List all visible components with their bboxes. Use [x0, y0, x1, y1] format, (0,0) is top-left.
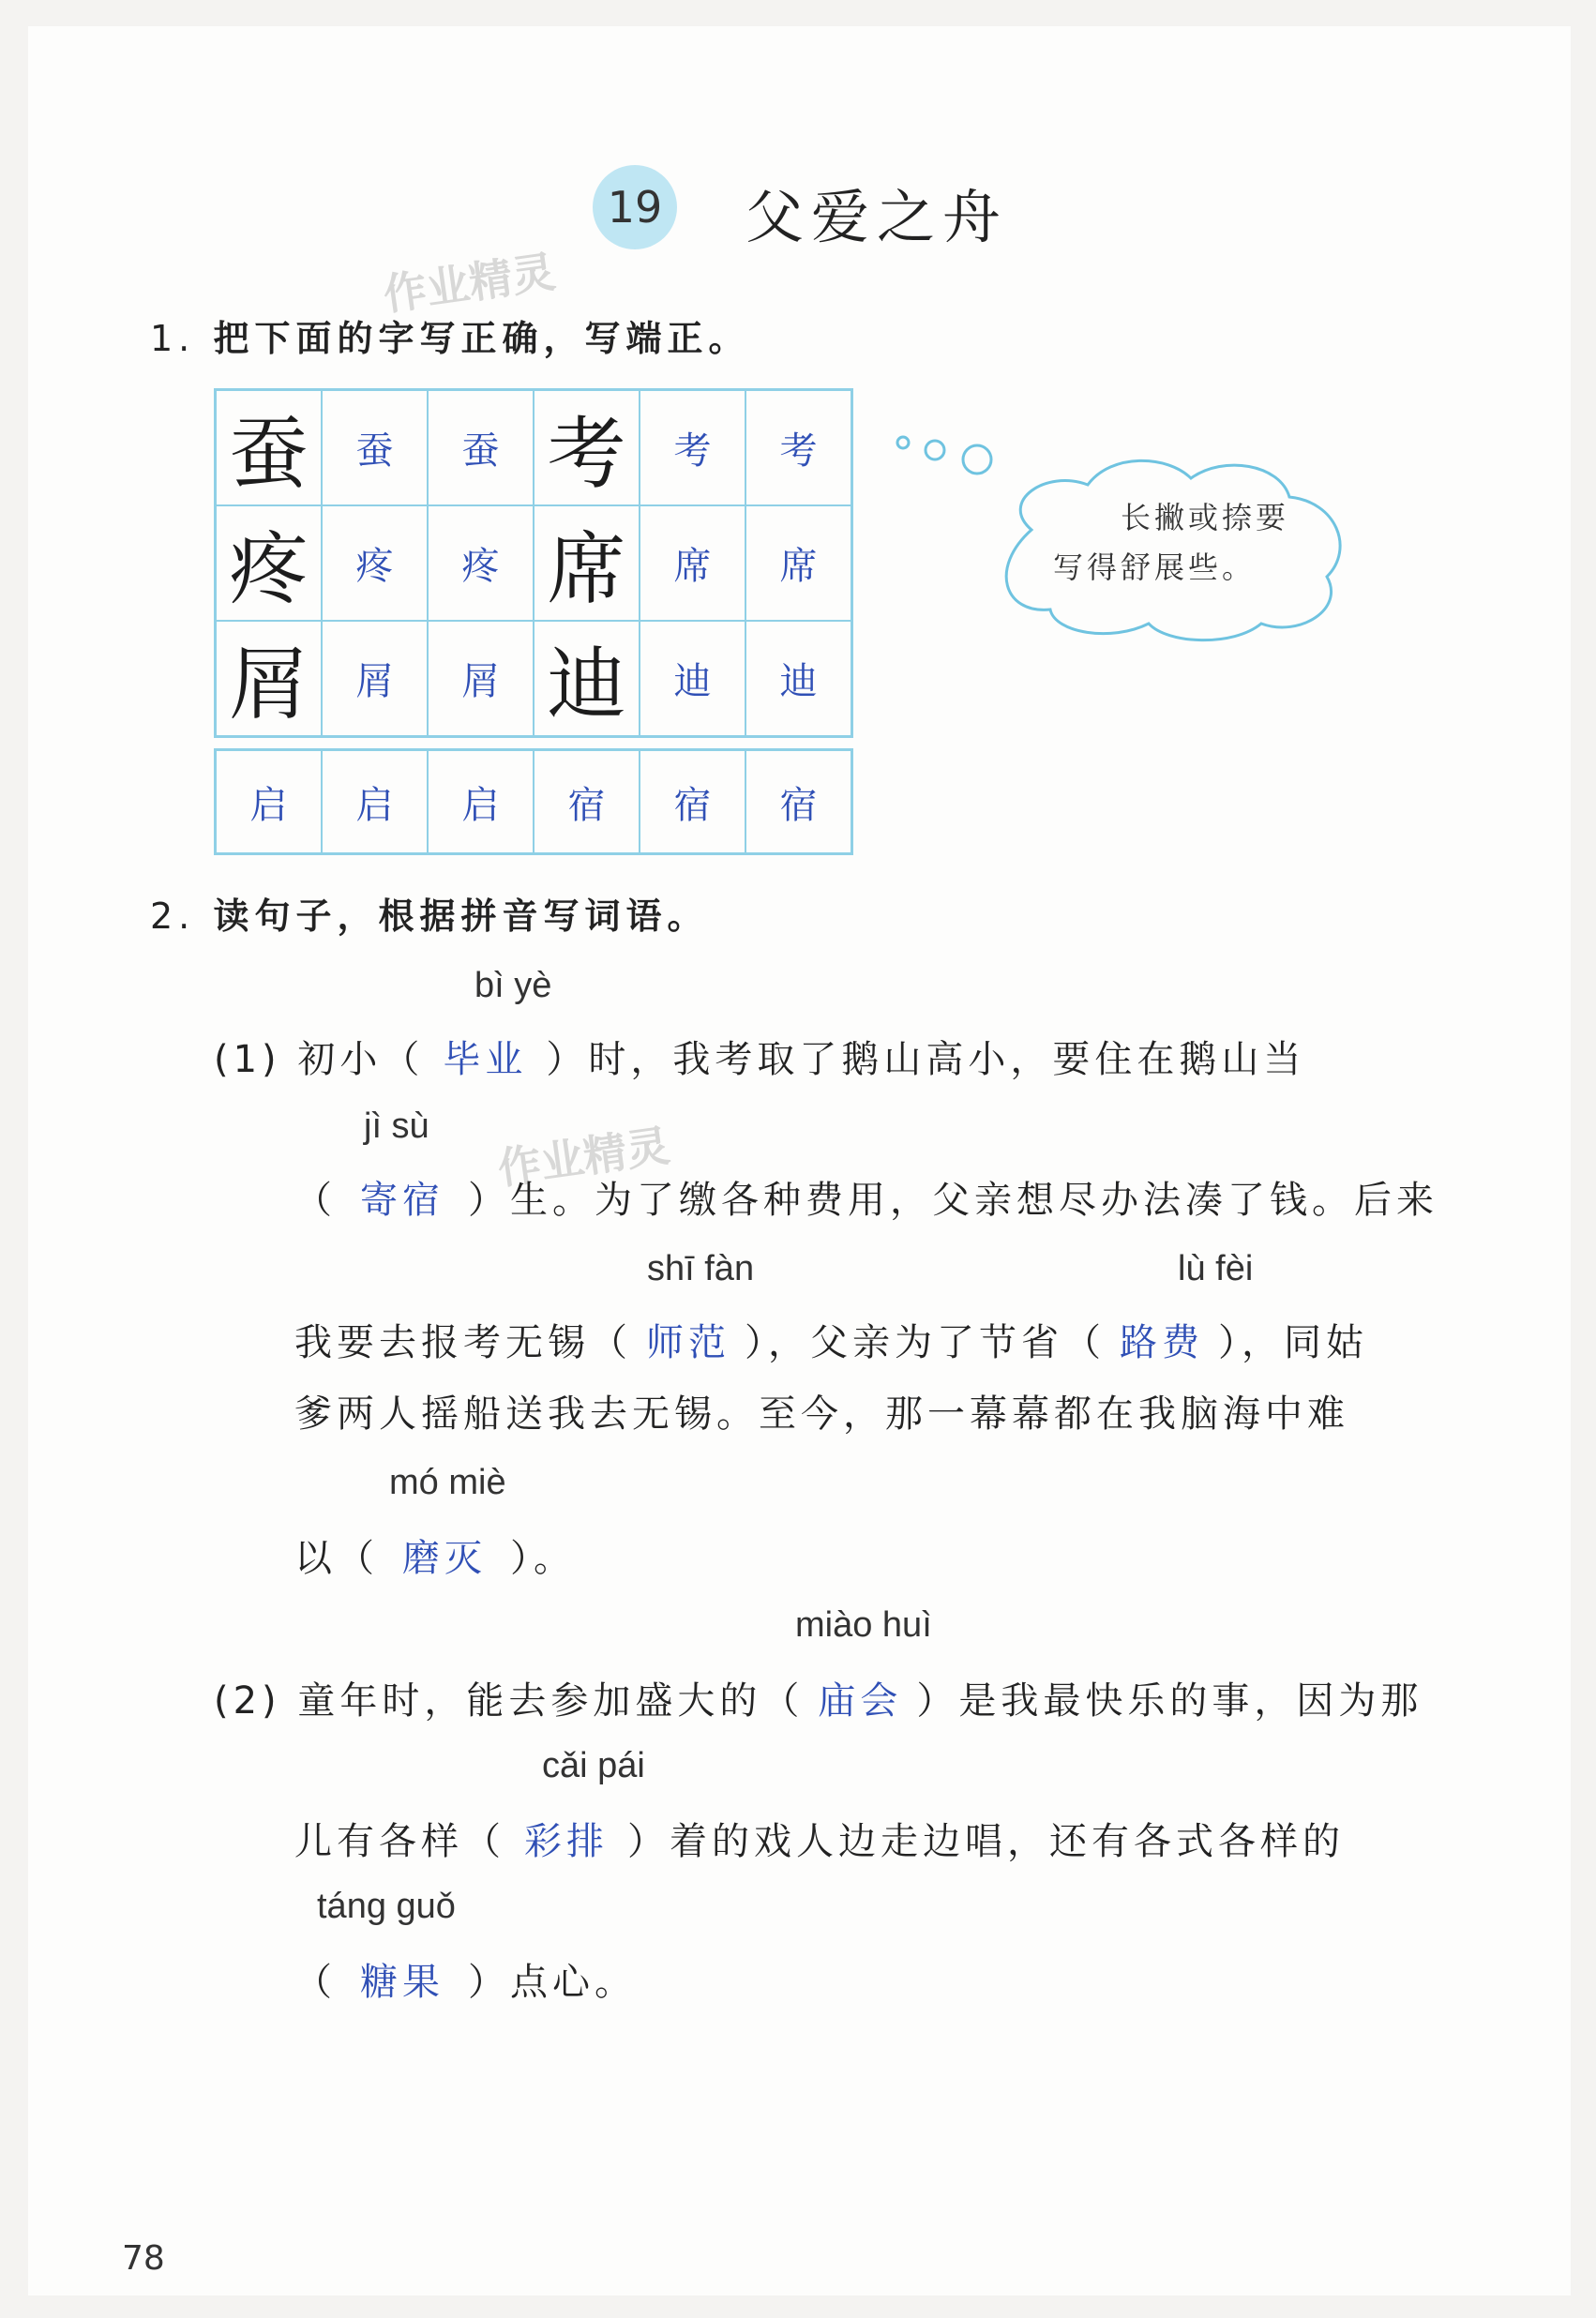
copied-character: 席: [640, 505, 745, 621]
tip-line-1: 长撇或捺要: [1121, 500, 1290, 535]
model-character: 疼: [216, 505, 323, 621]
question-number: 2.: [150, 896, 196, 937]
sentence-text: 以（: [294, 1537, 379, 1580]
sentence-text: 我要去报考无锡（: [294, 1321, 632, 1364]
model-character: 迪: [534, 621, 640, 737]
written-character: 宿: [745, 750, 852, 854]
sentence-text: ）时，我考取了鹅山高小，要住在鹅山当: [546, 1038, 1306, 1081]
sentence-line: [294, 1170, 1438, 1224]
copied-character: 疼: [322, 505, 428, 621]
copied-character: 蚕: [322, 390, 428, 506]
question-text: 读句子，根据拼音写词语。: [213, 895, 709, 937]
sentence-text: ）生。为了缴各种费用，父亲想尽办法凑了钱。后来: [468, 1179, 1438, 1222]
tip-line-2: 写得舒展些。: [1053, 549, 1257, 585]
copied-character: 屑: [322, 621, 428, 737]
written-character: 宿: [640, 750, 745, 854]
sentence-line: [294, 1528, 576, 1582]
pinyin: táng guǒ: [317, 1887, 456, 1926]
sentence-text: ）。: [510, 1537, 576, 1580]
copied-character: 蚕: [428, 390, 534, 506]
sentence-text: ）是我最快乐的事，因为那: [916, 1679, 1423, 1723]
watermark: 作业精灵: [494, 1120, 673, 1195]
sentence-line: 爹两人摇船送我去无锡。至今，那一幕幕都在我脑海中难: [294, 1392, 1349, 1436]
written-character: 宿: [534, 750, 640, 854]
sentence-line: [214, 1671, 1423, 1724]
bubble-dot: [926, 441, 944, 459]
model-character: 考: [534, 390, 640, 506]
copied-character: 屑: [428, 621, 534, 737]
sentence-text: 儿有各样（: [294, 1820, 505, 1863]
answer-blank: 师范: [646, 1321, 730, 1364]
bubble-dot: [897, 437, 909, 448]
lesson-number-badge: 19: [593, 165, 677, 249]
item-label: (1): [214, 1038, 281, 1081]
written-character: 启: [322, 750, 428, 854]
watermark: 作业精灵: [380, 246, 559, 321]
copied-character: 考: [640, 390, 745, 506]
model-character: 蚕: [216, 390, 323, 506]
answer-blank: 路费: [1120, 1321, 1204, 1364]
answer-blank: 庙会: [818, 1679, 903, 1723]
model-character: 屑: [216, 621, 323, 737]
sentence-line: [294, 1952, 637, 2006]
page-sheet: [28, 26, 1571, 2295]
answer-blank: 磨灭: [402, 1537, 487, 1580]
sentence-line: [294, 1313, 1368, 1366]
pinyin: lù fèi: [1178, 1249, 1254, 1288]
question-2-title: [150, 887, 709, 939]
question-1-title: [150, 309, 750, 361]
answer-blank: 糖果: [360, 1961, 444, 2004]
question-number: 1.: [150, 318, 196, 359]
answer-blank: 寄宿: [360, 1179, 444, 1222]
sentence-text: ），同姑: [1218, 1321, 1368, 1364]
page-number: 78: [122, 2239, 165, 2278]
sentence-line: [294, 1812, 1345, 1865]
pinyin: miào huì: [795, 1605, 932, 1645]
sentence-text: （: [294, 1961, 337, 2004]
pinyin: bì yè: [474, 966, 552, 1005]
item-label: (2): [214, 1679, 281, 1723]
sentence-text: （: [294, 1179, 337, 1222]
extra-writing-grid: [214, 748, 853, 855]
pinyin: cǎi pái: [542, 1746, 645, 1785]
sentence-text: ）着的戏人边走边唱，还有各式各样的: [627, 1820, 1345, 1863]
sentence-text: ），父亲为了节省（: [745, 1321, 1106, 1364]
copied-character: 考: [745, 390, 852, 506]
written-character: 启: [428, 750, 534, 854]
model-character: 席: [534, 505, 640, 621]
answer-blank: 彩排: [524, 1820, 609, 1863]
lesson-title: 父爱之舟: [745, 183, 1009, 251]
pinyin: shī fàn: [647, 1249, 755, 1288]
copied-character: 席: [745, 505, 852, 621]
bubble-dot: [963, 445, 991, 474]
copied-character: 迪: [745, 621, 852, 737]
sentence-text: ）点心。: [468, 1961, 637, 2004]
sentence-text: 童年时，能去参加盛大的（: [297, 1679, 805, 1723]
writing-grid: [214, 388, 853, 738]
answer-blank: 毕业: [443, 1038, 528, 1081]
copied-character: 疼: [428, 505, 534, 621]
written-character: 启: [216, 750, 323, 854]
copied-character: 迪: [640, 621, 745, 737]
pinyin: jì sù: [364, 1106, 429, 1146]
question-text: 把下面的字写正确，写端正。: [213, 317, 750, 359]
sentence-line: [214, 1030, 1305, 1083]
sentence-text: 初小（: [297, 1038, 425, 1081]
pinyin: mó miè: [389, 1463, 506, 1502]
